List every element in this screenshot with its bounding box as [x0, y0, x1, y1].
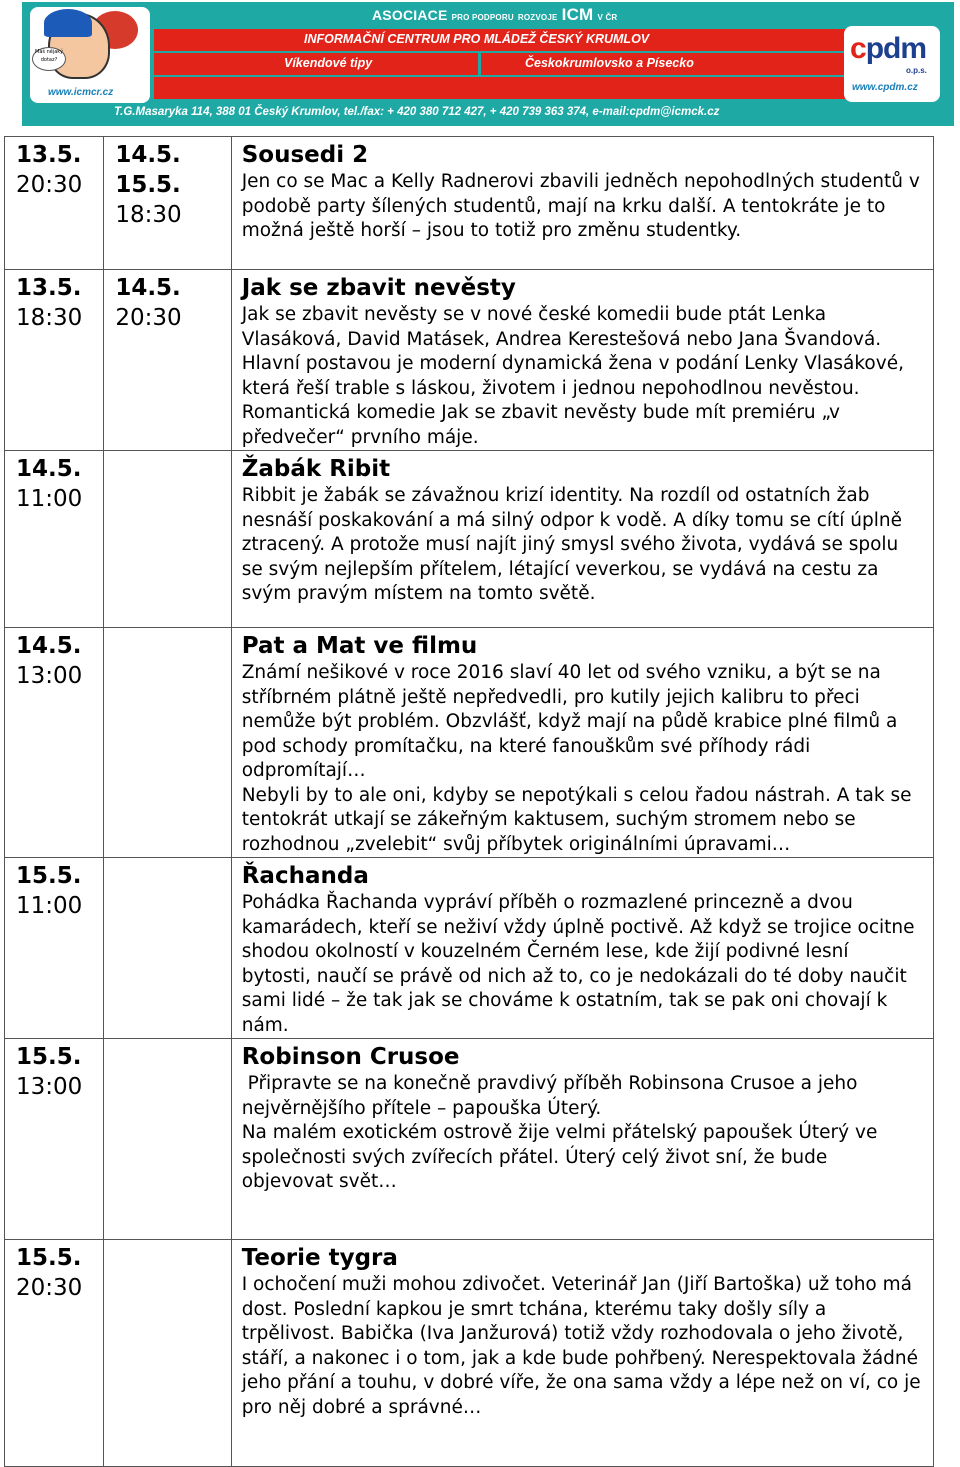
film-title: Sousedi 2 [241, 142, 369, 168]
film-description: Známí nešikové v roce 2016 slaví 40 let od svého vzniku, a být se na stříbrném plátně ještě nepředvedli, pro kutily jejich kalibru to přeci nemůže být problém. Obzvlášť, když mají na půdě krabice plné filmů a pod schody promítačku, na které fanouškům své příhody rádi odpromítají… [241, 662, 898, 781]
film-title: Pat a Mat ve filmu [241, 633, 478, 659]
center-name: INFORMAČNÍ CENTRUM PRO MLÁDEŽ ČESKÝ KRUMLOV [304, 32, 650, 46]
primary-showtime-cell [5, 270, 104, 451]
region-label: Českokrumlovsko a Písecko [525, 56, 694, 70]
table-row [5, 1240, 934, 1467]
association-title-main: ASOCIACE [372, 7, 448, 23]
show-time: 13:00 [16, 1074, 83, 1100]
logo-speech-bubble: Máš nějaký dotaz? [32, 47, 66, 71]
cpdm-logo-ops: o.p.s. [906, 66, 927, 75]
table-row [5, 1039, 934, 1240]
primary-showtime-cell [5, 451, 104, 628]
film-title: Žabák Ribit [241, 456, 391, 482]
film-title: Teorie tygra [241, 1245, 398, 1271]
primary-showtime-cell [5, 628, 104, 858]
film-cell [231, 451, 933, 628]
association-title-icm: ICM [561, 5, 594, 24]
icm-logo-url: www.icmcr.cz [48, 87, 114, 98]
table-row [5, 137, 934, 270]
show-time: 11:00 [16, 893, 83, 919]
secondary-showtime-cell [104, 137, 231, 270]
film-cell [231, 858, 933, 1039]
film-description: Ribbit je žabák se závažnou krizí identity. Na rozdíl od ostatních žab nesnáší poskakování a má silný odpor k vodě. A díky tomu se cítí úplně ztracený. A protože musí najít jiný smysl svého života, vydává se spolu se svým nejlepším přítelem, létající veverkou, se vydává na cestu za svým pravým místem na tomto světě. [241, 485, 903, 604]
contact-address: T.G.Masaryka 114, 388 01 Český Krumlov, tel./fax: + 420 380 712 427, + 420 739 363 374, e-mail:cpdm@icmck.cz [114, 106, 720, 118]
show-time: 20:30 [16, 1275, 83, 1301]
cpdm-logo-url: www.cpdm.cz [852, 82, 918, 93]
show-date: 14.5. [115, 275, 181, 301]
header-bar-blank [154, 77, 856, 99]
primary-showtime-cell [5, 1039, 104, 1240]
show-date: 13.5. [16, 142, 82, 168]
film-schedule-table [4, 136, 934, 1467]
association-title-small2: ROZVOJE [517, 13, 558, 22]
film-description-continued: Nebyli by to ale oni, kdyby se nepotýkali s celou řadou nástrah. A tak se tentokrát utkají se zákeřným kaktusem, suchým stromem nebo se rozhodnou „zvelebit“ svůj příbytek originálními úpravami… [241, 784, 912, 855]
association-title-small1: PRO PODPORU [451, 13, 514, 22]
header-bar-center-name [154, 29, 856, 51]
logo-figure-hair-blue [44, 9, 92, 37]
cpdm-logo[interactable] [844, 26, 940, 102]
film-description: Připravte se na konečně pravdivý příběh Robinsona Crusoe a jeho nejvěrnějšího přítele – papouška Úterý. [241, 1073, 864, 1119]
secondary-showtime-cell [104, 858, 231, 1039]
film-title: Robinson Crusoe [241, 1044, 460, 1070]
show-date: 14.5. [16, 633, 82, 659]
header-bar-region [481, 53, 856, 75]
secondary-showtime-cell [104, 1240, 231, 1467]
table-row [5, 270, 934, 451]
secondary-showtime-cell [104, 270, 231, 451]
film-description: Jen co se Mac a Kelly Radnerovi zbavili jedněch nepohodlných studentů v podobě party šílených studentů, mají na krku další. A tentokráte je to možná ještě horší – jsou to totiž pro změnu studentky. [241, 171, 920, 241]
cpdm-logo-text: cpdm [850, 32, 927, 65]
film-description: I ochočení muži mohou zdivočet. Veterinář Jan (Jiří Bartoška) už toho má dost. Poslední kapkou je smrt tchána, kterému taky došly síly a trpělivost. Babička (Iva Janžurová) totiž vždy rozhodovala o jeho životě, stáří, a nakonec i o tom, jak a kde bude pohřbený. Nerespektovala žádné jeho přání a touhu, v dobré víře, že ona sama vždy a lépe než on ví, co je pro něj dobré a správné… [241, 1274, 921, 1418]
secondary-showtime-cell [104, 451, 231, 628]
primary-showtime-cell [5, 137, 104, 270]
show-time: 13:00 [16, 663, 83, 689]
show-date: 14.5. [16, 456, 82, 482]
show-time: 11:00 [16, 486, 83, 512]
film-cell [231, 1039, 933, 1240]
film-title: Jak se zbavit nevěsty [241, 275, 516, 301]
primary-showtime-cell [5, 858, 104, 1039]
film-cell [231, 628, 933, 858]
table-row [5, 451, 934, 628]
film-cell [231, 1240, 933, 1467]
association-title [372, 5, 617, 25]
show-date: 15.5. [16, 1044, 82, 1070]
show-date: 15.5. [115, 172, 181, 198]
film-cell [231, 270, 933, 451]
icm-logo[interactable] [30, 7, 150, 103]
show-time: 18:30 [16, 305, 83, 331]
table-row [5, 858, 934, 1039]
header-banner [22, 2, 954, 126]
show-date: 15.5. [16, 863, 82, 889]
show-time: 18:30 [115, 202, 182, 228]
show-date: 15.5. [16, 1245, 82, 1271]
film-description: Pohádka Řachanda vypráví příběh o rozmazlené princezně a dvou kamarádech, kteří se neživí vždy úplně poctivě. Až když se trojice ocitne shodou okolností v kouzelném Černém lese, kde žijí podivné lesní bytosti, naučí se právě od nich až to, co je nedokázali do té doby naučit sami lidé – že tak jak se chováme k ostatním, tak se pak oni chovají k nám. [241, 892, 915, 1036]
secondary-showtime-cell [104, 1039, 231, 1240]
show-date: 14.5. [115, 142, 181, 168]
weekend-tips-label: Víkendové tipy [284, 56, 373, 70]
secondary-showtime-cell [104, 628, 231, 858]
header-bar-weekend [154, 53, 478, 75]
association-title-small3: V ČR [597, 13, 618, 22]
film-description-continued: Na malém exotickém ostrově žije velmi přátelský papoušek Úterý ve společnosti svých zvířecích přátel. Úterý celý život sní, že bude objevovat svět… [241, 1122, 878, 1192]
film-description: Jak se zbavit nevěsty se v nové české komedii bude ptát Lenka Vlasáková, David Matásek, Andrea Kerestešová nebo Jana Švandová. Hlavní postavou je moderní dynamická žena v podání Lenky Vlasákové, která řeší trable s láskou, životem i jednou nepohodlnou nevěstou. Romantická komedie Jak se zbavit nevěsty bude mít premiéru „v předvečer“ prvního máje. [241, 304, 904, 448]
show-time: 20:30 [115, 305, 182, 331]
show-time: 20:30 [16, 172, 83, 198]
primary-showtime-cell [5, 1240, 104, 1467]
show-date: 13.5. [16, 275, 82, 301]
film-cell [231, 137, 933, 270]
table-row [5, 628, 934, 858]
film-title: Řachanda [241, 863, 369, 889]
